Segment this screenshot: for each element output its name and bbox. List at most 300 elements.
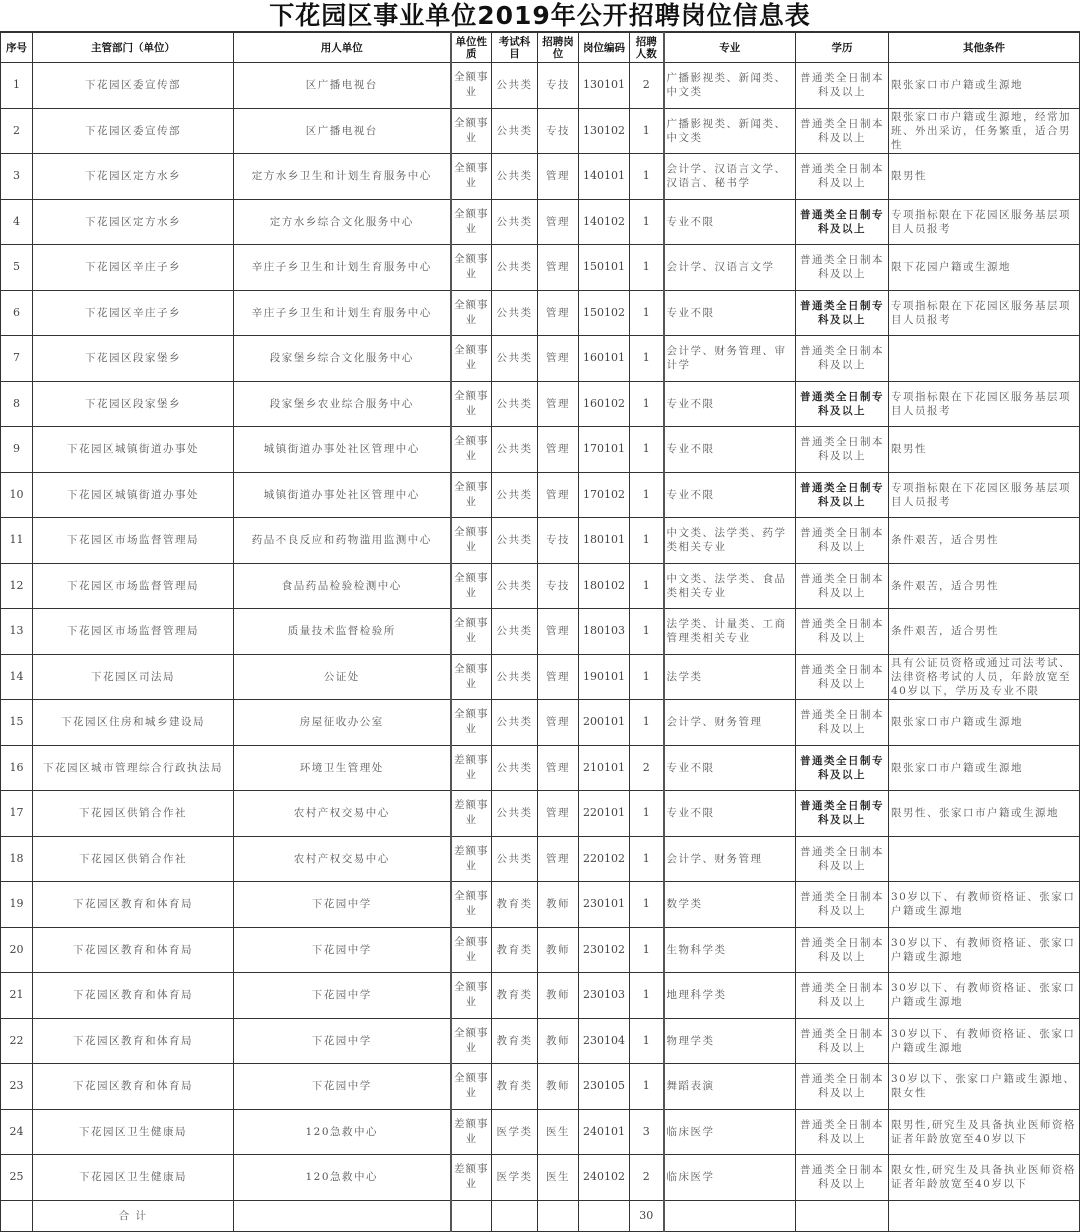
- cell-count: 1: [630, 973, 664, 1019]
- cell-subject: 公共类: [492, 745, 538, 791]
- cell-count: 1: [630, 563, 664, 609]
- cell-edu: 普通类全日制本科及以上: [796, 609, 889, 655]
- cell-count: 1: [630, 609, 664, 655]
- cell-edu: 普通类全日制本科及以上: [796, 927, 889, 973]
- cell-code: 220101: [579, 791, 630, 837]
- cell-other: 条件艰苦，适合男性: [889, 609, 1080, 655]
- cell-nature: 全额事业: [451, 427, 492, 473]
- cell-nature: 全额事业: [451, 381, 492, 427]
- cell-nature: 全额事业: [451, 336, 492, 382]
- cell-nature: 全额事业: [451, 108, 492, 154]
- cell-post: 教师: [538, 927, 579, 973]
- cell-major: 广播影视类、新闻类、中文类: [664, 108, 796, 154]
- cell-subject: 教育类: [492, 927, 538, 973]
- cell-major: 数学类: [664, 882, 796, 928]
- cell-unit: 下花园中学: [234, 973, 451, 1019]
- table-body: [1, 63, 1080, 1201]
- cell-subject: 公共类: [492, 381, 538, 427]
- cell-other: 30岁以下、有教师资格证、张家口户籍或生源地: [889, 1018, 1080, 1064]
- cell-major: 专业不限: [664, 745, 796, 791]
- cell-unit: 农村产权交易中心: [234, 836, 451, 882]
- cell-dept: 下花园区市场监督管理局: [33, 563, 234, 609]
- cell-nature: 全额事业: [451, 245, 492, 291]
- cell-code: 170102: [579, 472, 630, 518]
- cell-major: 会计学、汉语言文学、汉语言、秘书学: [664, 154, 796, 200]
- cell-subject: 公共类: [492, 108, 538, 154]
- cell-nature: 全额事业: [451, 700, 492, 746]
- cell-unit: 下花园中学: [234, 1064, 451, 1110]
- cell-subject: 公共类: [492, 336, 538, 382]
- cell-code: 230102: [579, 927, 630, 973]
- cell-subject: 公共类: [492, 427, 538, 473]
- cell-seq: 8: [1, 381, 33, 427]
- table-row: [1, 1155, 1080, 1201]
- table-row: [1, 791, 1080, 837]
- cell-edu: 普通类全日制本科及以上: [796, 563, 889, 609]
- cell-seq: 3: [1, 154, 33, 200]
- cell-seq: 10: [1, 472, 33, 518]
- cell-seq: 23: [1, 1064, 33, 1110]
- cell-nature: 全额事业: [451, 563, 492, 609]
- cell-seq: 16: [1, 745, 33, 791]
- table-row: [1, 108, 1080, 154]
- total-label: 合 计: [33, 1200, 234, 1231]
- cell-nature: 全额事业: [451, 654, 492, 700]
- cell-post: 管理: [538, 791, 579, 837]
- cell-count: 2: [630, 1155, 664, 1201]
- cell-code: 220102: [579, 836, 630, 882]
- cell-edu: 普通类全日制专科及以上: [796, 290, 889, 336]
- cell-code: 150101: [579, 245, 630, 291]
- cell-code: 180102: [579, 563, 630, 609]
- cell-post: 管理: [538, 609, 579, 655]
- cell-major: 专业不限: [664, 381, 796, 427]
- cell-count: 1: [630, 1018, 664, 1064]
- cell-post: 管理: [538, 245, 579, 291]
- cell-unit: 药品不良反应和药物滥用监测中心: [234, 518, 451, 564]
- cell-code: 190101: [579, 654, 630, 700]
- cell-code: 160101: [579, 336, 630, 382]
- cell-dept: 下花园区城镇街道办事处: [33, 427, 234, 473]
- cell-subject: 公共类: [492, 63, 538, 109]
- cell-edu: 普通类全日制本科及以上: [796, 336, 889, 382]
- total-empty-cell: [664, 1200, 796, 1231]
- cell-post: 管理: [538, 654, 579, 700]
- total-count: 30: [630, 1200, 664, 1231]
- cell-edu: 普通类全日制专科及以上: [796, 381, 889, 427]
- cell-post: 管理: [538, 700, 579, 746]
- cell-edu: 普通类全日制专科及以上: [796, 472, 889, 518]
- cell-dept: 下花园区委宣传部: [33, 108, 234, 154]
- cell-other: 限张家口市户籍或生源地，经常加班、外出采访，任务繁重，适合男性: [889, 108, 1080, 154]
- cell-unit: 农村产权交易中心: [234, 791, 451, 837]
- cell-major: 会计学、财务管理: [664, 836, 796, 882]
- cell-nature: 全额事业: [451, 1064, 492, 1110]
- cell-nature: 差额事业: [451, 1155, 492, 1201]
- cell-subject: 公共类: [492, 245, 538, 291]
- header-subject: 考试科目: [492, 33, 538, 63]
- total-seq-cell: [1, 1200, 33, 1231]
- cell-post: 专技: [538, 63, 579, 109]
- cell-dept: 下花园区卫生健康局: [33, 1109, 234, 1155]
- cell-count: 1: [630, 108, 664, 154]
- cell-other: 30岁以下、有教师资格证、张家口户籍或生源地: [889, 973, 1080, 1019]
- cell-dept: 下花园区教育和体育局: [33, 927, 234, 973]
- cell-code: 230104: [579, 1018, 630, 1064]
- cell-dept: 下花园区辛庄子乡: [33, 290, 234, 336]
- cell-post: 教师: [538, 1064, 579, 1110]
- cell-edu: 普通类全日制本科及以上: [796, 700, 889, 746]
- cell-seq: 21: [1, 973, 33, 1019]
- header-count: 招聘人数: [630, 33, 664, 63]
- cell-subject: 公共类: [492, 563, 538, 609]
- cell-code: 200101: [579, 700, 630, 746]
- cell-unit: 下花园中学: [234, 882, 451, 928]
- cell-major: 专业不限: [664, 199, 796, 245]
- cell-other: 限男性: [889, 154, 1080, 200]
- header-seq: 序号: [1, 33, 33, 63]
- cell-count: 1: [630, 518, 664, 564]
- cell-edu: 普通类全日制本科及以上: [796, 654, 889, 700]
- cell-major: 地理科学类: [664, 973, 796, 1019]
- header-unit: 用人单位: [234, 33, 451, 63]
- cell-code: 170101: [579, 427, 630, 473]
- cell-major: 临床医学: [664, 1155, 796, 1201]
- cell-seq: 19: [1, 882, 33, 928]
- cell-nature: 全额事业: [451, 199, 492, 245]
- cell-dept: 下花园区城市管理综合行政执法局: [33, 745, 234, 791]
- cell-subject: 医学类: [492, 1155, 538, 1201]
- cell-nature: 全额事业: [451, 154, 492, 200]
- cell-unit: 定方水乡卫生和计划生育服务中心: [234, 154, 451, 200]
- cell-count: 1: [630, 427, 664, 473]
- cell-major: 会计学、汉语言文学: [664, 245, 796, 291]
- cell-other: 30岁以下、张家口户籍或生源地、限女性: [889, 1064, 1080, 1110]
- cell-dept: 下花园区段家堡乡: [33, 381, 234, 427]
- cell-major: 中文类、法学类、药学类相关专业: [664, 518, 796, 564]
- cell-seq: 18: [1, 836, 33, 882]
- cell-post: 管理: [538, 745, 579, 791]
- cell-code: 210101: [579, 745, 630, 791]
- cell-edu: 普通类全日制专科及以上: [796, 199, 889, 245]
- cell-subject: 公共类: [492, 290, 538, 336]
- cell-major: 专业不限: [664, 472, 796, 518]
- total-empty-cell: [796, 1200, 889, 1231]
- cell-dept: 下花园区供销合作社: [33, 791, 234, 837]
- cell-post: 管理: [538, 199, 579, 245]
- table-row: [1, 381, 1080, 427]
- cell-unit: 定方水乡综合文化服务中心: [234, 199, 451, 245]
- cell-other: 30岁以下、有教师资格证、张家口户籍或生源地: [889, 882, 1080, 928]
- table-row: [1, 199, 1080, 245]
- cell-code: 180103: [579, 609, 630, 655]
- cell-unit: 120急救中心: [234, 1155, 451, 1201]
- cell-post: 医生: [538, 1155, 579, 1201]
- table-row: [1, 1109, 1080, 1155]
- cell-major: 中文类、法学类、食品类相关专业: [664, 563, 796, 609]
- cell-count: 1: [630, 654, 664, 700]
- cell-major: 法学类、计量类、工商管理类相关专业: [664, 609, 796, 655]
- cell-subject: 教育类: [492, 973, 538, 1019]
- cell-count: 2: [630, 745, 664, 791]
- total-empty-cell: [234, 1200, 451, 1231]
- cell-seq: 5: [1, 245, 33, 291]
- cell-code: 230105: [579, 1064, 630, 1110]
- cell-seq: 1: [1, 63, 33, 109]
- cell-edu: 普通类全日制本科及以上: [796, 108, 889, 154]
- cell-dept: 下花园区城镇街道办事处: [33, 472, 234, 518]
- cell-post: 管理: [538, 472, 579, 518]
- cell-post: 专技: [538, 563, 579, 609]
- table-row: [1, 927, 1080, 973]
- cell-subject: 公共类: [492, 199, 538, 245]
- page-title: 下花园区事业单位2019年公开招聘岗位信息表: [269, 0, 811, 30]
- cell-dept: 下花园区委宣传部: [33, 63, 234, 109]
- cell-subject: 公共类: [492, 609, 538, 655]
- cell-unit: 段家堡乡综合文化服务中心: [234, 336, 451, 382]
- cell-count: 1: [630, 199, 664, 245]
- cell-edu: 普通类全日制本科及以上: [796, 1109, 889, 1155]
- cell-nature: 全额事业: [451, 973, 492, 1019]
- cell-subject: 公共类: [492, 472, 538, 518]
- cell-subject: 医学类: [492, 1109, 538, 1155]
- cell-edu: 普通类全日制本科及以上: [796, 1064, 889, 1110]
- cell-other: 限下花园户籍或生源地: [889, 245, 1080, 291]
- cell-nature: 差额事业: [451, 745, 492, 791]
- cell-code: 240102: [579, 1155, 630, 1201]
- cell-seq: 13: [1, 609, 33, 655]
- cell-seq: 24: [1, 1109, 33, 1155]
- cell-edu: 普通类全日制本科及以上: [796, 1018, 889, 1064]
- table-row: [1, 609, 1080, 655]
- table-row: [1, 1064, 1080, 1110]
- cell-edu: 普通类全日制本科及以上: [796, 1155, 889, 1201]
- total-row: [1, 1200, 1080, 1231]
- cell-major: 专业不限: [664, 290, 796, 336]
- cell-edu: 普通类全日制专科及以上: [796, 745, 889, 791]
- cell-post: 管理: [538, 427, 579, 473]
- cell-subject: 公共类: [492, 836, 538, 882]
- cell-nature: 全额事业: [451, 609, 492, 655]
- cell-seq: 25: [1, 1155, 33, 1201]
- cell-code: 240101: [579, 1109, 630, 1155]
- header-nature: 单位性质: [451, 33, 492, 63]
- cell-seq: 15: [1, 700, 33, 746]
- cell-major: 舞蹈表演: [664, 1064, 796, 1110]
- cell-count: 1: [630, 381, 664, 427]
- title-bar: [0, 0, 1080, 32]
- table-row: [1, 836, 1080, 882]
- table-row: [1, 1018, 1080, 1064]
- cell-other: 限男性,研究生及具备执业医师资格证者年龄放宽至40岁以下: [889, 1109, 1080, 1155]
- cell-seq: 11: [1, 518, 33, 564]
- cell-count: 1: [630, 290, 664, 336]
- cell-major: 生物科学类: [664, 927, 796, 973]
- table-row: [1, 518, 1080, 564]
- cell-major: 广播影视类、新闻类、中文类: [664, 63, 796, 109]
- cell-edu: 普通类全日制专科及以上: [796, 791, 889, 837]
- cell-count: 2: [630, 63, 664, 109]
- cell-count: 1: [630, 791, 664, 837]
- cell-seq: 22: [1, 1018, 33, 1064]
- cell-unit: 食品药品检验检测中心: [234, 563, 451, 609]
- cell-seq: 20: [1, 927, 33, 973]
- total-empty-cell: [492, 1200, 538, 1231]
- cell-post: 管理: [538, 336, 579, 382]
- cell-seq: 12: [1, 563, 33, 609]
- cell-dept: 下花园区教育和体育局: [33, 882, 234, 928]
- cell-post: 教师: [538, 1018, 579, 1064]
- cell-dept: 下花园区供销合作社: [33, 836, 234, 882]
- cell-subject: 公共类: [492, 791, 538, 837]
- cell-post: 管理: [538, 154, 579, 200]
- cell-code: 150102: [579, 290, 630, 336]
- cell-dept: 下花园区教育和体育局: [33, 1018, 234, 1064]
- cell-unit: 区广播电视台: [234, 63, 451, 109]
- cell-seq: 14: [1, 654, 33, 700]
- cell-count: 1: [630, 882, 664, 928]
- table-row: [1, 63, 1080, 109]
- cell-edu: 普通类全日制本科及以上: [796, 427, 889, 473]
- cell-code: 140101: [579, 154, 630, 200]
- cell-dept: 下花园区市场监督管理局: [33, 518, 234, 564]
- cell-seq: 17: [1, 791, 33, 837]
- header-other: 其他条件: [889, 33, 1080, 63]
- total-empty-cell: [579, 1200, 630, 1231]
- cell-other: 限男性: [889, 427, 1080, 473]
- cell-edu: 普通类全日制本科及以上: [796, 518, 889, 564]
- cell-unit: 城镇街道办事处社区管理中心: [234, 472, 451, 518]
- cell-other: 具有公证员资格或通过司法考试、法律资格考试的人员，年龄放宽至40岁以下，学历及专业不限: [889, 654, 1080, 700]
- cell-post: 教师: [538, 882, 579, 928]
- cell-subject: 公共类: [492, 518, 538, 564]
- table-row: [1, 654, 1080, 700]
- cell-subject: 公共类: [492, 654, 538, 700]
- cell-count: 1: [630, 1064, 664, 1110]
- cell-code: 140102: [579, 199, 630, 245]
- header-code: 岗位编码: [579, 33, 630, 63]
- cell-other: 限男性、张家口市户籍或生源地: [889, 791, 1080, 837]
- cell-code: 160102: [579, 381, 630, 427]
- cell-unit: 120急救中心: [234, 1109, 451, 1155]
- cell-code: 180101: [579, 518, 630, 564]
- table-row: [1, 427, 1080, 473]
- cell-nature: 全额事业: [451, 1018, 492, 1064]
- cell-nature: 差额事业: [451, 1109, 492, 1155]
- cell-major: 法学类: [664, 654, 796, 700]
- cell-post: 专技: [538, 518, 579, 564]
- cell-count: 1: [630, 472, 664, 518]
- header-dept: 主管部门（单位）: [33, 33, 234, 63]
- cell-code: 130102: [579, 108, 630, 154]
- cell-dept: 下花园区司法局: [33, 654, 234, 700]
- cell-subject: 公共类: [492, 700, 538, 746]
- cell-dept: 下花园区辛庄子乡: [33, 245, 234, 291]
- cell-post: 管理: [538, 290, 579, 336]
- cell-other: 限张家口市户籍或生源地: [889, 745, 1080, 791]
- cell-count: 3: [630, 1109, 664, 1155]
- cell-seq: 7: [1, 336, 33, 382]
- cell-count: 1: [630, 154, 664, 200]
- cell-major: 会计学、财务管理、审计学: [664, 336, 796, 382]
- table-row: [1, 245, 1080, 291]
- cell-major: 物理学类: [664, 1018, 796, 1064]
- cell-nature: 全额事业: [451, 290, 492, 336]
- cell-post: 管理: [538, 836, 579, 882]
- cell-nature: 全额事业: [451, 518, 492, 564]
- table-row: [1, 290, 1080, 336]
- cell-code: 230101: [579, 882, 630, 928]
- cell-dept: 下花园区教育和体育局: [33, 973, 234, 1019]
- cell-count: 1: [630, 927, 664, 973]
- total-empty-cell: [889, 1200, 1080, 1231]
- cell-dept: 下花园区定方水乡: [33, 154, 234, 200]
- cell-dept: 下花园区教育和体育局: [33, 1064, 234, 1110]
- cell-subject: 教育类: [492, 1018, 538, 1064]
- cell-seq: 6: [1, 290, 33, 336]
- cell-subject: 公共类: [492, 154, 538, 200]
- cell-other: [889, 336, 1080, 382]
- header-post: 招聘岗位: [538, 33, 579, 63]
- table-row: [1, 563, 1080, 609]
- table-row: [1, 973, 1080, 1019]
- cell-nature: 全额事业: [451, 472, 492, 518]
- cell-subject: 教育类: [492, 882, 538, 928]
- cell-edu: 普通类全日制本科及以上: [796, 63, 889, 109]
- cell-nature: 全额事业: [451, 63, 492, 109]
- cell-dept: 下花园区市场监督管理局: [33, 609, 234, 655]
- cell-other: 限张家口市户籍或生源地: [889, 700, 1080, 746]
- table-row: [1, 472, 1080, 518]
- cell-nature: 全额事业: [451, 927, 492, 973]
- cell-other: 限张家口市户籍或生源地: [889, 63, 1080, 109]
- cell-seq: 4: [1, 199, 33, 245]
- cell-other: 专项指标限在下花园区服务基层项目人员报考: [889, 199, 1080, 245]
- cell-nature: 差额事业: [451, 836, 492, 882]
- cell-count: 1: [630, 836, 664, 882]
- cell-post: 教师: [538, 973, 579, 1019]
- cell-unit: 公证处: [234, 654, 451, 700]
- header-major: 专业: [664, 33, 796, 63]
- cell-edu: 普通类全日制本科及以上: [796, 836, 889, 882]
- cell-unit: 下花园中学: [234, 1018, 451, 1064]
- cell-subject: 教育类: [492, 1064, 538, 1110]
- cell-other: 30岁以下、有教师资格证、张家口户籍或生源地: [889, 927, 1080, 973]
- cell-unit: 辛庄子乡卫生和计划生育服务中心: [234, 245, 451, 291]
- cell-post: 专技: [538, 108, 579, 154]
- cell-count: 1: [630, 245, 664, 291]
- table-row: [1, 336, 1080, 382]
- cell-major: 专业不限: [664, 427, 796, 473]
- cell-major: 专业不限: [664, 791, 796, 837]
- cell-seq: 9: [1, 427, 33, 473]
- header-edu: 学历: [796, 33, 889, 63]
- cell-nature: 差额事业: [451, 791, 492, 837]
- cell-other: 专项指标限在下花园区服务基层项目人员报考: [889, 290, 1080, 336]
- total-empty-cell: [451, 1200, 492, 1231]
- table-row: [1, 700, 1080, 746]
- cell-dept: 下花园区住房和城乡建设局: [33, 700, 234, 746]
- recruitment-table: [0, 32, 1080, 1232]
- cell-post: 医生: [538, 1109, 579, 1155]
- cell-edu: 普通类全日制本科及以上: [796, 245, 889, 291]
- cell-code: 230103: [579, 973, 630, 1019]
- cell-count: 1: [630, 336, 664, 382]
- cell-seq: 2: [1, 108, 33, 154]
- header-row: [1, 33, 1080, 63]
- cell-dept: 下花园区定方水乡: [33, 199, 234, 245]
- cell-edu: 普通类全日制本科及以上: [796, 882, 889, 928]
